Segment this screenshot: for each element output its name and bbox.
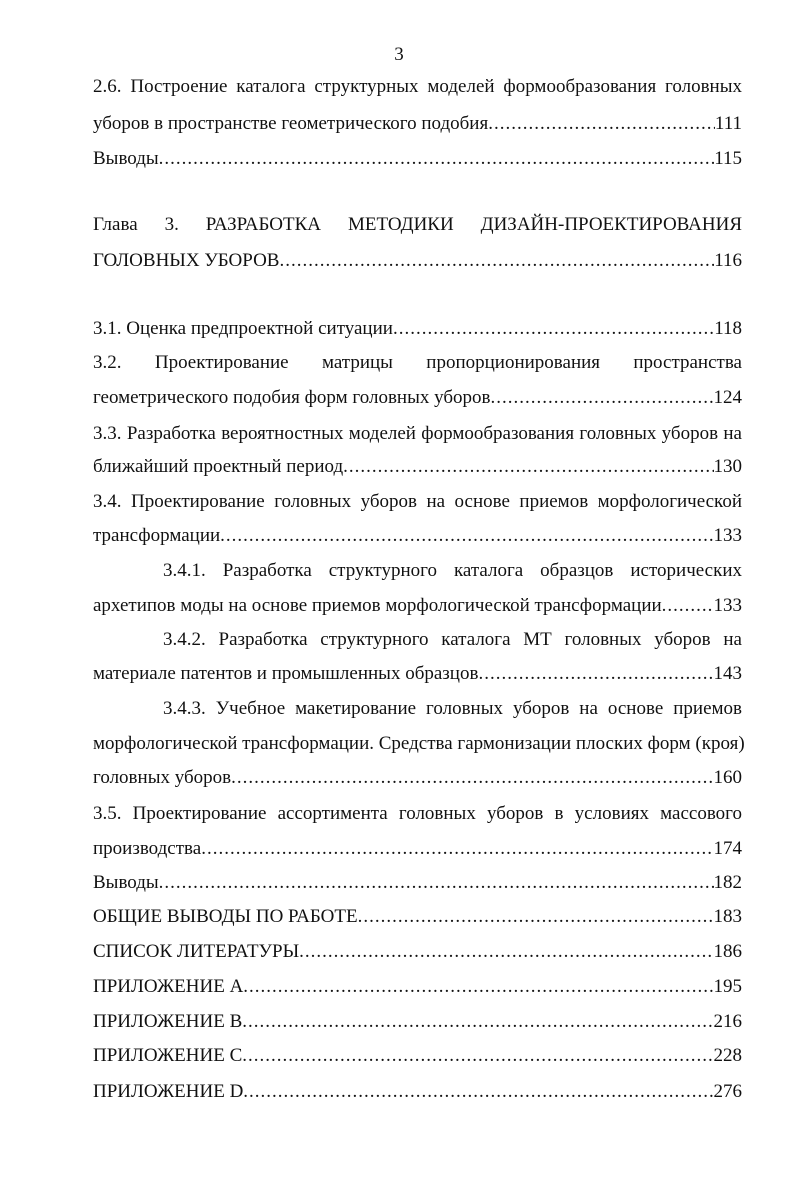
toc-entry-general-conclusions <box>93 905 742 929</box>
toc-entry-3-1 <box>93 317 742 341</box>
toc-page-number: 130 <box>713 456 742 477</box>
toc-page-number: 143 <box>713 663 742 684</box>
toc-page-number: 160 <box>713 767 742 788</box>
dot-leader <box>393 317 714 341</box>
dot-leader <box>201 837 713 861</box>
toc-entry-title: ПРИЛОЖЕНИЕ A <box>93 976 244 997</box>
toc-page-number: 124 <box>713 387 742 408</box>
toc-chapter-3 <box>93 249 742 273</box>
toc-entry-title: уборов в пространстве геометрического подобия <box>93 113 489 134</box>
dot-leader <box>242 1010 713 1034</box>
toc-entry-appendix-d <box>93 1080 742 1104</box>
dot-leader <box>220 524 713 548</box>
dot-leader <box>358 905 714 929</box>
toc-entry-title: Выводы <box>93 148 159 169</box>
toc-entry-appendix-b <box>93 1010 742 1034</box>
dot-leader <box>299 940 713 964</box>
dot-leader <box>491 386 714 410</box>
toc-entry-conclusions-2 <box>93 147 742 171</box>
toc-entry-title: Выводы <box>93 872 159 893</box>
toc-entry-3-4-2 <box>93 662 742 686</box>
dot-leader <box>243 975 713 999</box>
toc-entry-3-3-line1: 3.3. Разработка вероятностных моделей формообразования головных уборов на <box>93 423 742 444</box>
dot-leader <box>242 1044 713 1068</box>
toc-entry-title: архетипов моды на основе приемов морфологической трансформации <box>93 595 662 616</box>
toc-entry-title: ПРИЛОЖЕНИЕ C <box>93 1045 243 1066</box>
toc-page-number: 118 <box>714 318 742 339</box>
toc-entry-conclusions-3 <box>93 871 742 895</box>
toc-page-number: 216 <box>713 1011 742 1032</box>
toc-entry-title: СПИСОК ЛИТЕРАТУРЫ <box>93 941 300 962</box>
toc-chapter-3-line1: Глава 3. РАЗРАБОТКА МЕТОДИКИ ДИЗАЙН-ПРОЕКТИРОВАНИЯ <box>93 214 742 235</box>
page-number: 3 <box>394 44 404 65</box>
toc-entry-3-4-1-line1: 3.4.1. Разработка структурного каталога образцов исторических <box>163 560 742 581</box>
toc-entry-3-4 <box>93 524 742 548</box>
toc-page-number: 195 <box>713 976 742 997</box>
toc-entry-title: 3.1. Оценка предпроектной ситуации <box>93 318 393 339</box>
toc-entry-3-4-2-line1: 3.4.2. Разработка структурного каталога МТ головных уборов на <box>163 629 742 650</box>
dot-leader <box>159 871 714 895</box>
toc-page-number: 133 <box>713 525 742 546</box>
toc-entry-title: геометрического подобия форм головных уборов <box>93 387 491 408</box>
toc-page-number: 115 <box>714 148 742 169</box>
toc-entry-3-4-line1: 3.4. Проектирование головных уборов на основе приемов морфологической <box>93 491 742 512</box>
dot-leader <box>488 112 715 136</box>
toc-entry-title: производства <box>93 838 202 859</box>
toc-entry-2-6-line1: 2.6. Построение каталога структурных моделей формообразования головных <box>93 76 742 97</box>
toc-entry-3-4-1 <box>93 594 742 618</box>
dot-leader <box>243 1080 713 1104</box>
toc-entry-references <box>93 940 742 964</box>
toc-page-number: 276 <box>713 1081 742 1102</box>
toc-entry-title: ОБЩИЕ ВЫВОДЫ ПО РАБОТЕ <box>93 906 358 927</box>
toc-page-number: 111 <box>714 113 742 134</box>
toc-entry-3-5-line1: 3.5. Проектирование ассортимента головных уборов в условиях массового <box>93 803 742 824</box>
toc-entry-title: ПРИЛОЖЕНИЕ D <box>93 1081 244 1102</box>
dot-leader <box>159 147 715 171</box>
dot-leader <box>231 766 713 790</box>
toc-entry-title: материале патентов и промышленных образцов <box>93 663 479 684</box>
toc-entry-3-3 <box>93 455 742 479</box>
toc-entry-appendix-c <box>93 1044 742 1068</box>
toc-entry-3-4-3-line1: 3.4.3. Учебное макетирование головных уборов на основе приемов <box>163 698 742 719</box>
toc-page-number: 116 <box>714 250 742 271</box>
toc-entry-title: ближайший проектный период <box>93 456 344 477</box>
toc-page-number: 174 <box>713 838 742 859</box>
toc-entry-2-6 <box>93 112 742 136</box>
toc-entry-3-4-3-line2: морфологической трансформации. Средства гармонизации плоских форм (кроя) <box>93 733 745 754</box>
toc-page-number: 133 <box>713 595 742 616</box>
toc-entry-title: ПРИЛОЖЕНИЕ B <box>93 1011 243 1032</box>
dot-leader <box>343 455 713 479</box>
dot-leader <box>478 662 713 686</box>
dot-leader <box>662 594 714 618</box>
toc-entry-3-4-3 <box>93 766 742 790</box>
toc-page-number: 183 <box>713 906 742 927</box>
toc-entry-title: трансформации <box>93 525 221 546</box>
toc-page-number: 186 <box>713 941 742 962</box>
toc-page-number: 182 <box>713 872 742 893</box>
toc-entry-3-2-line1: 3.2. Проектирование матрицы пропорционирования пространства <box>93 352 742 373</box>
toc-entry-3-2 <box>93 386 742 410</box>
toc-page-number: 228 <box>713 1045 742 1066</box>
dot-leader <box>279 249 714 273</box>
toc-entry-3-5 <box>93 837 742 861</box>
toc-entry-title: ГОЛОВНЫХ УБОРОВ <box>93 250 280 271</box>
toc-entry-title: головных уборов <box>93 767 232 788</box>
toc-entry-appendix-a <box>93 975 742 999</box>
